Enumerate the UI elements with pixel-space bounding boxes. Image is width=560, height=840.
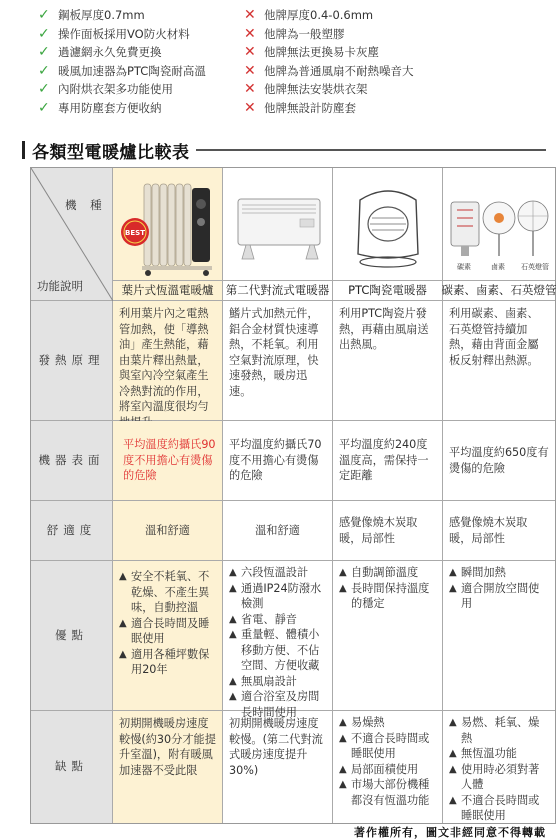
table-cell	[223, 561, 333, 719]
list-item: ▲ 易燃、耗氧、燥熱	[449, 716, 540, 745]
table-cell: 初期開機暖房速度較慢。(第二代對流式暖房速度提升30%)	[223, 711, 333, 823]
table-header-row	[31, 168, 555, 301]
lamp-label: 石英燈管	[521, 263, 549, 271]
table-row	[31, 501, 555, 561]
function-label: 功能說明	[37, 278, 83, 293]
list-item: ▲ 市場大部份機種都沒有恆溫功能	[339, 778, 430, 807]
product-name: 第二代對流式電暖器	[223, 280, 332, 300]
table-row	[31, 421, 555, 501]
cross-icon: ✕	[244, 81, 256, 98]
comparison-table	[30, 167, 556, 824]
row-label: 機器表面	[31, 421, 113, 500]
check-icon: ✓	[38, 7, 50, 24]
feature-item: ✕ 他牌無法安裝烘衣架	[244, 81, 368, 98]
list-item: ▲ 易燥熱	[339, 716, 385, 729]
table-cell: 感覺像燒木炭取暖，局部性	[333, 501, 443, 560]
best-badge: BEST	[124, 229, 145, 237]
feature-item: ✕ 他牌無法更換易卡灰塵	[244, 44, 379, 61]
feature-item: ✓ 暖風加速器為PTC陶瓷耐高溫	[38, 62, 206, 79]
list-item: ▲ 重量輕、體積小移動方便、不佔空間、方便收藏	[229, 628, 320, 672]
list-item: ▲ 六段恆溫設計	[229, 566, 309, 579]
feature-comparison	[0, 6, 560, 126]
table-cell	[333, 561, 443, 710]
list-item: ▲ 使用時必須對著人體	[449, 762, 540, 791]
list-item: ▲ 瞬間加熱	[449, 566, 506, 579]
table-cell: 平均溫度約650度有燙傷的危險	[449, 446, 549, 475]
table-cell: 平均溫度約攝氏70度不用擔心有燙傷的危險	[223, 421, 333, 500]
table-cell: 平均溫度約攝氏90度不用擔心有燙傷的危險	[113, 421, 223, 500]
table-cell	[333, 711, 443, 823]
list-item: ▲ 不適合長時間或睡眠使用	[449, 793, 540, 822]
table-row	[31, 301, 555, 421]
product-cell-oil	[113, 168, 223, 300]
table-cell: 平均溫度約240度溫度高，需保持一定距離	[333, 421, 443, 500]
lamp-label: 碳素	[457, 263, 471, 271]
cross-icon: ✕	[244, 99, 256, 116]
cross-icon: ✕	[244, 62, 256, 79]
list-item: ▲ 適合開放空間使用	[449, 581, 540, 610]
product-cell-convector	[223, 168, 333, 300]
table-cell	[443, 561, 555, 710]
table-row	[31, 711, 555, 823]
feature-item: ✕ 他牌為一般塑膠	[244, 25, 345, 42]
list-item: ▲ 適用各種坪數保用20年	[119, 647, 210, 676]
list-item: ▲ 安全不耗氧、不乾燥、不產生異味，自動控溫	[119, 570, 210, 614]
feature-item: ✓ 專用防塵套方便收納	[38, 99, 162, 116]
list-item: ▲ 通過IP24防潑水檢測	[229, 581, 322, 610]
list-item: ▲ 無恆溫功能	[449, 747, 517, 760]
list-item: ▲ 適合長時間及睡眠使用	[119, 616, 210, 645]
list-item: ▲ 不適合長時間或睡眠使用	[339, 731, 430, 760]
row-label: 發熱原理	[31, 301, 113, 420]
kind-label: 機 種	[65, 198, 107, 212]
section-heading	[22, 138, 546, 162]
product-name: 葉片式恆溫電暖爐	[113, 280, 222, 300]
check-icon: ✓	[38, 81, 50, 98]
list-item: ▲ 無風扇設計	[229, 674, 297, 688]
cross-icon: ✕	[244, 44, 256, 61]
heading-bar	[22, 141, 25, 159]
feature-item: ✓ 內附烘衣架多功能使用	[38, 81, 173, 98]
row-label: 優點	[31, 561, 113, 710]
product-name: PTC陶瓷電暖器	[333, 280, 442, 300]
row-label: 缺點	[31, 711, 113, 823]
cross-icon: ✕	[244, 7, 256, 24]
feature-item: ✕ 他牌無設計防塵套	[244, 99, 356, 116]
check-icon: ✓	[38, 62, 50, 79]
table-cell: 感覺像燒木炭取暖，局部性	[449, 516, 528, 545]
feature-item: ✕ 他牌厚度0.4-0.6mm	[244, 7, 374, 24]
table-cell	[113, 561, 223, 710]
oil-heater-image	[113, 172, 222, 280]
convector-image	[223, 172, 332, 280]
ptc-heater-image	[333, 172, 442, 280]
table-cell	[443, 711, 555, 823]
heading-rule	[196, 149, 547, 151]
product-cell-lamp	[443, 168, 555, 300]
list-item: ▲ 省電、靜音	[229, 612, 297, 626]
corner-cell	[31, 168, 113, 300]
cross-icon: ✕	[244, 25, 256, 42]
feature-item: ✓ 鋼板厚度0.7mm	[38, 7, 145, 24]
product-cell-ptc	[333, 168, 443, 300]
list-item: ▲ 自動調節溫度	[339, 566, 419, 579]
feature-item: ✓ 操作面板採用VO防火材料	[38, 25, 190, 42]
table-cell: 利用葉片內之電熱管加熱，使「導熱油」產生熱能，藉由葉片釋出熱量，與室內冷空氣產生冷熱對流的作用，將室內溫度很均勻	[113, 301, 223, 420]
other-brand-features	[244, 6, 544, 117]
our-features	[38, 6, 268, 117]
copyright-notice: 著作權所有，圖文非經同意不得轉載	[354, 826, 546, 839]
list-item: ▲ 長時間保持溫度的穩定	[339, 581, 430, 610]
section-title: 各類型電暖爐比較表	[32, 142, 190, 163]
table-cell: 溫和舒適	[113, 501, 223, 560]
table-row	[31, 561, 555, 719]
table-cell: 利用PTC陶瓷片發熱，再藉由風扇送出熱風。	[333, 301, 443, 420]
feature-item: ✓ 過濾網永久免費更換	[38, 44, 162, 61]
row-label: 舒適度	[31, 501, 113, 560]
table-cell: 初期開機暖房速度較慢(約30分才能提升室溫)，附有暖風加速器不受此限	[113, 711, 223, 823]
product-name: 碳素、鹵素、石英燈管	[443, 280, 555, 300]
lamp-label: 鹵素	[491, 263, 505, 271]
check-icon: ✓	[38, 44, 50, 61]
table-cell: 鰭片式加熱元件，鋁合金材質快速導熱，不耗氧。利用空氣對流原理，快速發熱，暖房迅速。	[223, 301, 333, 420]
list-item: ▲ 局部面積使用	[339, 762, 419, 776]
table-cell: 利用碳素、鹵素、石英燈管持續加熱，藉由背面金屬板反射釋出熱源。	[449, 307, 539, 367]
check-icon: ✓	[38, 25, 50, 42]
feature-item: ✕ 他牌為普通風扇不耐熱噪音大	[244, 62, 414, 79]
list-item: ▲ 適合浴室及房間長時間使用	[229, 690, 320, 719]
table-cell: 溫和舒適	[223, 501, 333, 560]
check-icon: ✓	[38, 99, 50, 116]
